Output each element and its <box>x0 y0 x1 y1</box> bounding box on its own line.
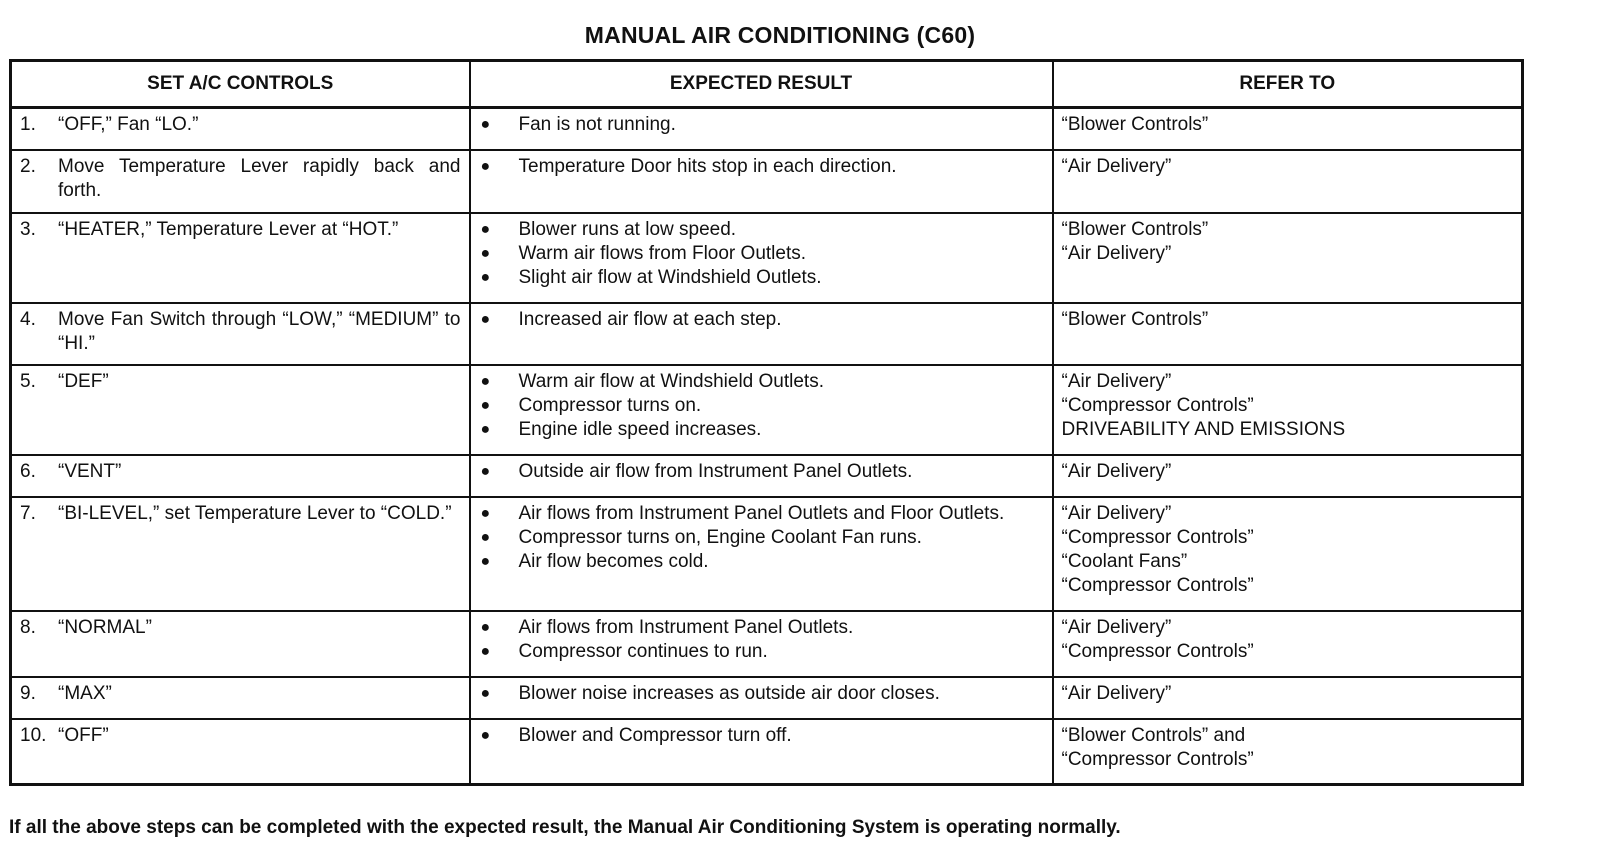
table-row <box>11 455 1523 497</box>
reference-text: “Compressor Controls” <box>1061 526 1254 548</box>
control-step <box>20 155 461 203</box>
list-item <box>479 460 1044 484</box>
table-row <box>11 303 1523 365</box>
control-cell <box>11 365 470 455</box>
table-row <box>11 108 1523 150</box>
result-list <box>479 308 1044 332</box>
bullet-icon: ● <box>480 157 491 175</box>
refer-to-cell <box>1053 150 1523 213</box>
result-text: Outside air flow from Instrument Panel Outlets. <box>518 460 913 482</box>
control-text: “OFF,” Fan “LO.” <box>58 114 199 135</box>
reference-text: “Blower Controls” and <box>1061 724 1246 746</box>
result-list <box>479 724 1044 748</box>
control-cell <box>11 303 470 365</box>
table-row <box>11 677 1523 719</box>
list-item <box>479 218 1044 242</box>
reference-text: “Blower Controls” <box>1061 218 1209 240</box>
control-text: “HEATER,” Temperature Lever at “HOT.” <box>58 218 399 240</box>
result-text: Warm air flows from Floor Outlets. <box>518 242 807 264</box>
result-cell <box>470 365 1053 455</box>
step-number: 6. <box>20 460 36 482</box>
result-list <box>479 502 1044 574</box>
list-item <box>479 113 1044 137</box>
list-item <box>479 502 1044 526</box>
control-text: “NORMAL” <box>58 616 152 638</box>
control-step <box>20 682 461 706</box>
reference-text: “Air Delivery” <box>1061 242 1172 264</box>
bullet-icon: ● <box>480 504 491 522</box>
control-cell <box>11 213 470 303</box>
bullet-icon: ● <box>480 462 491 480</box>
control-text: Move Fan Switch through “LOW,” “MEDIUM” to “HI.” <box>58 308 461 354</box>
control-step <box>20 502 461 526</box>
control-cell <box>11 455 470 497</box>
result-cell <box>470 677 1053 719</box>
step-number: 10. <box>20 724 47 746</box>
table-row <box>11 150 1523 213</box>
result-list <box>479 616 1044 664</box>
control-text: “DEF” <box>58 370 109 392</box>
control-cell <box>11 108 470 150</box>
step-number: 2. <box>20 155 36 177</box>
footer-note: If all the above steps can be completed with the expected result, the Manual Air Conditioning System is operating normally. <box>9 817 1121 838</box>
control-cell <box>11 611 470 677</box>
refer-to-cell <box>1053 719 1523 785</box>
table-row <box>11 213 1523 303</box>
result-text: Slight air flow at Windshield Outlets. <box>518 266 822 288</box>
step-number: 9. <box>20 682 36 704</box>
control-text: Move Temperature Lever rapidly back and forth. <box>58 155 461 201</box>
table-row <box>11 497 1523 611</box>
table-row <box>11 719 1523 785</box>
list-item <box>479 370 1044 394</box>
refer-to-cell <box>1053 108 1523 150</box>
control-text: “MAX” <box>58 682 112 704</box>
bullet-icon: ● <box>480 244 491 262</box>
step-number: 8. <box>20 616 36 638</box>
result-text: Increased air flow at each step. <box>518 308 782 330</box>
result-text: Blower noise increases as outside air door closes. <box>518 682 940 704</box>
ac-test-table <box>9 59 1524 786</box>
refer-to-cell <box>1053 303 1523 365</box>
list-item <box>479 308 1044 332</box>
result-text: Compressor continues to run. <box>518 640 768 662</box>
result-cell <box>470 108 1053 150</box>
result-list <box>479 370 1044 442</box>
control-text: “BI-LEVEL,” set Temperature Lever to “COLD.” <box>58 502 452 524</box>
list-item <box>479 155 1044 179</box>
list-item <box>479 682 1044 706</box>
bullet-icon: ● <box>480 642 491 660</box>
result-text: Compressor turns on, Engine Coolant Fan runs. <box>518 526 922 548</box>
bullet-icon: ● <box>480 268 491 286</box>
reference-text: “Air Delivery” <box>1061 616 1172 638</box>
refer-to-cell <box>1053 213 1523 303</box>
refer-to-cell <box>1053 611 1523 677</box>
reference-text: “Compressor Controls” <box>1061 574 1254 596</box>
result-list <box>479 155 1044 179</box>
list-item <box>479 550 1044 574</box>
result-list <box>479 218 1044 290</box>
reference-text: “Air Delivery” <box>1061 502 1172 524</box>
bullet-icon: ● <box>480 618 491 636</box>
reference-text: “Air Delivery” <box>1061 460 1172 482</box>
step-number: 3. <box>20 218 36 240</box>
result-cell <box>470 719 1053 785</box>
result-cell <box>470 213 1053 303</box>
bullet-icon: ● <box>480 420 491 438</box>
bullet-icon: ● <box>480 220 491 238</box>
bullet-icon: ● <box>480 684 491 702</box>
result-text: Blower and Compressor turn off. <box>518 724 792 746</box>
reference-text: “Compressor Controls” <box>1061 748 1254 770</box>
control-step <box>20 308 461 356</box>
control-step <box>20 113 461 137</box>
reference-text: “Coolant Fans” <box>1061 550 1188 572</box>
result-list <box>479 682 1044 706</box>
control-cell <box>11 677 470 719</box>
control-cell <box>11 719 470 785</box>
control-text: “OFF” <box>58 724 109 746</box>
result-text: Blower runs at low speed. <box>518 218 737 240</box>
refer-to-cell <box>1053 365 1523 455</box>
list-item <box>479 394 1044 418</box>
table-row <box>11 365 1523 455</box>
result-list <box>479 460 1044 484</box>
result-text: Warm air flow at Windshield Outlets. <box>518 370 824 392</box>
reference-text: “Compressor Controls” <box>1061 640 1254 662</box>
page-title: MANUAL AIR CONDITIONING (C60) <box>584 22 976 48</box>
reference-text: “Air Delivery” <box>1061 682 1172 704</box>
result-text: Engine idle speed increases. <box>518 418 762 440</box>
result-text: Fan is not running. <box>518 114 676 135</box>
header-refer-to: REFER TO <box>1053 61 1523 108</box>
bullet-icon: ● <box>480 552 491 570</box>
reference-text: “Air Delivery” <box>1061 370 1172 392</box>
table-header-row <box>11 61 1523 108</box>
header-set-ac-controls: SET A/C CONTROLS <box>11 61 470 108</box>
result-text: Air flows from Instrument Panel Outlets. <box>518 616 854 638</box>
table-row <box>11 611 1523 677</box>
control-step <box>20 218 461 242</box>
bullet-icon: ● <box>480 116 491 133</box>
result-cell <box>470 455 1053 497</box>
step-number: 4. <box>20 308 36 330</box>
result-cell <box>470 303 1053 365</box>
control-step <box>20 370 461 394</box>
control-text: “VENT” <box>58 460 122 482</box>
result-text: Compressor turns on. <box>518 394 702 416</box>
reference-text: DRIVEABILITY AND EMISSIONS <box>1061 418 1346 440</box>
reference-text: “Blower Controls” <box>1061 114 1209 135</box>
result-cell <box>470 497 1053 611</box>
result-cell <box>470 150 1053 213</box>
reference-text: “Blower Controls” <box>1061 308 1209 330</box>
refer-to-cell <box>1053 677 1523 719</box>
result-text: Temperature Door hits stop in each direction. <box>518 155 897 177</box>
list-item <box>479 242 1044 266</box>
list-item <box>479 724 1044 748</box>
refer-to-cell <box>1053 455 1523 497</box>
bullet-icon: ● <box>480 372 491 390</box>
refer-to-cell <box>1053 497 1523 611</box>
list-item <box>479 266 1044 290</box>
result-text: Air flows from Instrument Panel Outlets and Floor Outlets. <box>518 502 1005 524</box>
bullet-icon: ● <box>480 396 491 414</box>
step-number: 5. <box>20 370 36 392</box>
step-number: 1. <box>20 114 36 135</box>
control-step <box>20 460 461 484</box>
bullet-icon: ● <box>480 310 491 328</box>
control-step <box>20 724 461 748</box>
result-list <box>479 113 1044 137</box>
control-cell <box>11 497 470 611</box>
bullet-icon: ● <box>480 726 491 744</box>
list-item <box>479 526 1044 550</box>
list-item <box>479 616 1044 640</box>
header-expected-result: EXPECTED RESULT <box>470 61 1053 108</box>
reference-text: “Compressor Controls” <box>1061 394 1254 416</box>
result-cell <box>470 611 1053 677</box>
control-step <box>20 616 461 640</box>
control-cell <box>11 150 470 213</box>
result-text: Air flow becomes cold. <box>518 550 709 572</box>
table-body <box>11 108 1523 785</box>
bullet-icon: ● <box>480 528 491 546</box>
reference-text: “Air Delivery” <box>1061 155 1172 177</box>
step-number: 7. <box>20 502 36 524</box>
list-item <box>479 418 1044 442</box>
list-item <box>479 640 1044 664</box>
